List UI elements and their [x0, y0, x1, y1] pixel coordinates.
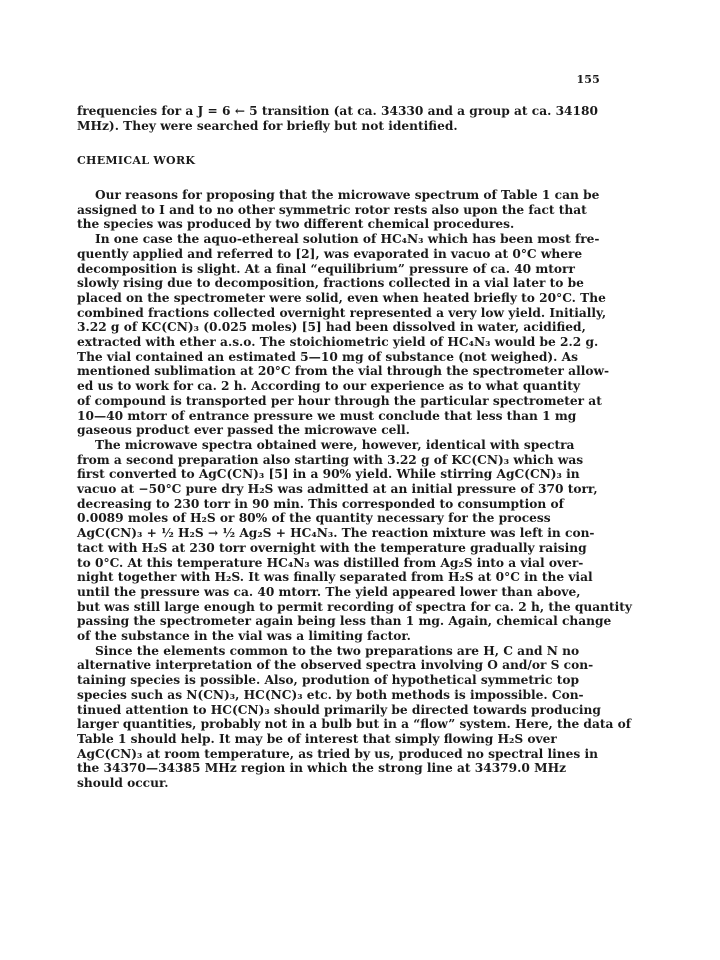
text-line: Table 1 should help. It may be of interest that simply flowing H₂S over [77, 731, 557, 746]
text-line: first converted to AgC(CN)₃ [5] in a 90% yield. While stirring AgC(CN)₃ in [77, 467, 580, 482]
text-line: slowly rising due to decomposition, fractions collected in a vial later to be [77, 276, 584, 291]
text-line: larger quantities, probably not in a bulb but in a “flow” system. Here, the data of [77, 717, 631, 732]
text-line: 3.22 g of KC(CN)₃ (0.025 moles) [5] had been dissolved in water, acidified, [77, 320, 586, 335]
paragraph-reasons [77, 188, 627, 232]
paragraph-second-preparation [77, 437, 632, 644]
text-line: ed us to work for ca. 2 h. According to our experience as to what quantity [77, 379, 581, 394]
intro-paragraph [77, 104, 627, 133]
text-line: gaseous product ever passed the microwave cell. [77, 423, 410, 438]
text-line: of the substance in the vial was a limiting factor. [77, 629, 411, 644]
text-line: placed on the spectrometer were solid, even when heated briefly to 20°C. The [77, 290, 606, 305]
text-line: tact with H₂S at 230 torr overnight with the temperature gradually raising [77, 540, 587, 555]
text-line: MHz). They were searched for briefly but not identified. [77, 118, 458, 133]
text-line: vacuo at −50°C pure dry H₂S was admitted at an initial pressure of 370 torr, [77, 482, 598, 496]
text-line: Our reasons for proposing that the microwave spectrum of Table 1 can be [95, 188, 600, 202]
text-line: night together with H₂S. It was finally separated from H₂S at 0°C in the vial [77, 570, 593, 585]
paragraph-first-preparation [77, 232, 627, 438]
text-line: taining species is possible. Also, prodution of hypothetical symmetric top [77, 673, 579, 688]
text-line: assigned to I and to no other symmetric rotor rests also upon the fact that [77, 202, 587, 217]
text-line: tinued attention to HC(CN)₃ should primarily be directed towards producing [77, 702, 601, 717]
text-line: decomposition is slight. At a final “equilibrium” pressure of ca. 40 mtorr [77, 261, 575, 276]
text-line: The vial contained an estimated 5—10 mg of substance (not weighed). As [77, 349, 578, 364]
section-heading: CHEMICAL WORK [77, 154, 196, 167]
text-line: 0.0089 moles of H₂S or 80% of the quantity necessary for the process [77, 511, 551, 526]
page-number: 155 [576, 73, 600, 86]
text-line: Since the elements common to the two preparations are H, C and N no [95, 643, 580, 658]
text-line: alternative interpretation of the observed spectra involving O and/or S con- [77, 658, 594, 673]
text-line: passing the spectrometer again being less than 1 mg. Again, chemical change [77, 614, 612, 629]
text-line: of compound is transported per hour through the particular spectrometer at [77, 393, 602, 408]
text-line: to 0°C. At this temperature HC₄N₃ was distilled from Ag₂S into a vial over- [77, 555, 584, 570]
text-line: mentioned sublimation at 20°C from the vial through the spectrometer allow- [77, 364, 610, 379]
text-line: should occur. [77, 776, 169, 791]
text-line: AgC(CN)₃ + ½ H₂S → ½ Ag₂S + HC₄N₃. The reaction mixture was left in con- [77, 526, 595, 541]
text-line: from a second preparation also starting with 3.22 g of KC(CN)₃ which was [77, 452, 584, 467]
text-line: but was still large enough to permit recording of spectra for ca. 2 h, the quantity [77, 599, 632, 614]
text-line: In one case the aquo-ethereal solution of HC₄N₃ which has been most fre- [95, 232, 600, 247]
text-line: species such as N(CN)₃, HC(NC)₃ etc. by both methods is impossible. Con- [77, 687, 584, 702]
text-line: the 34370—34385 MHz region in which the strong line at 34379.0 MHz [77, 761, 567, 776]
text-line: The microwave spectra obtained were, however, identical with spectra [95, 437, 575, 452]
text-line: until the pressure was ca. 40 mtorr. The yield appeared lower than above, [77, 584, 581, 599]
text-line: extracted with ether a.s.o. The stoichiometric yield of HC₄N₃ would be 2.2 g. [77, 335, 599, 350]
text-line: combined fractions collected overnight represented a very low yield. Initially, [77, 305, 607, 320]
text-line: frequencies for a J = 6 ← 5 transition (at ca. 34330 and a group at ca. 34180 [77, 104, 598, 118]
text-line: quently applied and referred to [2], was evaporated in vacuo at 0°C where [77, 246, 583, 261]
text-line: 10—40 mtorr of entrance pressure we must conclude that less than 1 mg [77, 408, 577, 423]
text-line: the species was produced by two different chemical procedures. [77, 217, 515, 232]
text-line: decreasing to 230 torr in 90 min. This corresponded to consumption of [77, 496, 564, 511]
paragraph-interpretation [77, 643, 631, 791]
text-line: AgC(CN)₃ at room temperature, as tried by us, produced no spectral lines in [77, 746, 598, 761]
